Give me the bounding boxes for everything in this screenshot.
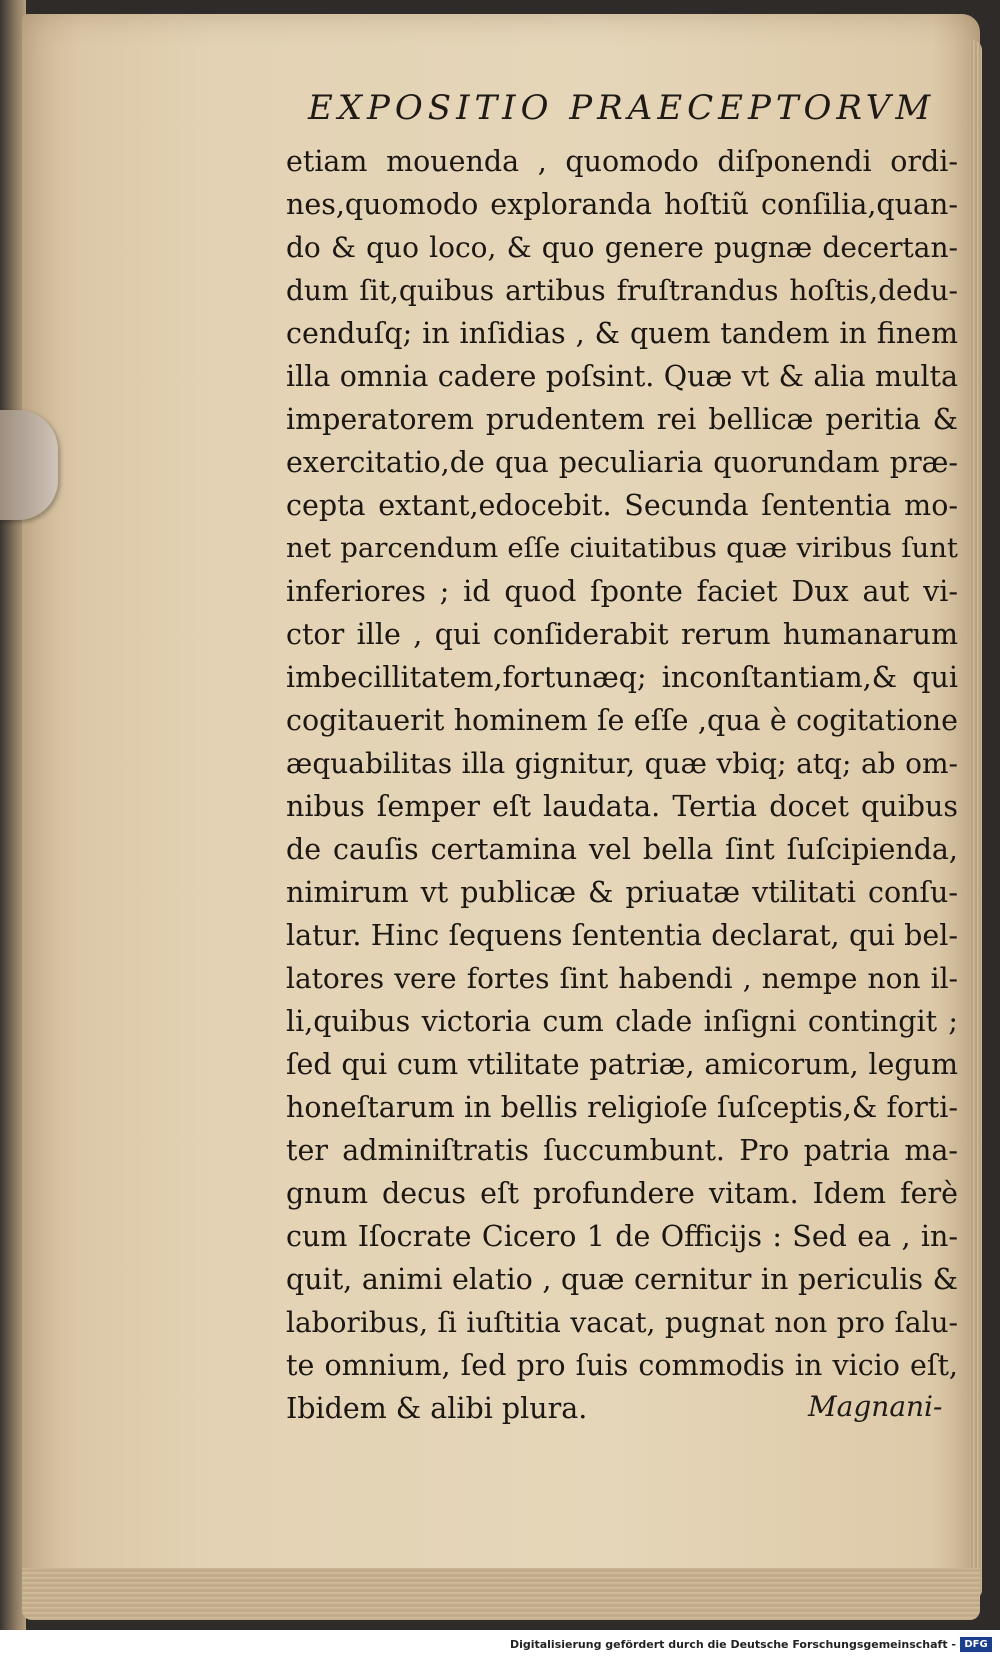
text-line: gnum decus eſt profundere vitam. Idem ferè <box>286 1177 958 1210</box>
page-edge-right <box>970 40 982 1600</box>
catchword: Magnani- <box>808 1390 943 1423</box>
text-line: latores vere fortes ſint habendi , nempe non il- <box>286 962 958 995</box>
text-line: cepta extant,edocebit. Secunda ſententia mo- <box>286 489 958 522</box>
text-line: exercitatio,de qua peculiaria quorundam præ- <box>286 446 958 479</box>
text-line: ctor ille , qui conſiderabit rerum humanarum <box>286 618 958 651</box>
text-line: cogitauerit hominem ſe eſſe ,qua è cogitatione <box>286 704 958 737</box>
text-line: li,quibus victoria cum clade inſigni contingit ; <box>286 1005 958 1038</box>
text-line: nes,quomodo exploranda hoſtiũ conſilia,quan- <box>286 188 958 221</box>
text-line: net parcendum eſſe ciuitatibus quæ viribus ſunt <box>286 532 958 564</box>
text-line: ſed qui cum vtilitate patriæ, amicorum, legum <box>286 1048 958 1081</box>
funding-credit: Digitalisierung gefördert durch die Deutsche Forschungsgemeinschaft - <box>509 1638 956 1651</box>
text-line: de cauſis certamina vel bella ſint ſuſcipienda, <box>286 833 958 866</box>
body-text <box>286 140 958 1430</box>
text-line: latur. Hinc ſequens ſententia declarat, qui bel- <box>286 919 958 952</box>
text-line: ter adminiſtratis ſuccumbunt. Pro patria ma- <box>286 1134 958 1167</box>
running-header: EXPOSITIO PRAECEPTORVM <box>308 88 936 128</box>
text-line: cenduſq; in inſidias , & quem tandem in finem <box>286 317 958 350</box>
text-line: æquabilitas illa gignitur, quæ vbiq; atq; ab om- <box>286 747 958 780</box>
text-line: imbecillitatem,fortunæq; inconſtantiam,& qui <box>286 661 958 694</box>
page-edge-bottom <box>22 1568 980 1620</box>
text-line: honeſtarum in bellis religioſe ſuſceptis,& forti- <box>286 1091 958 1124</box>
text-line: etiam mouenda , quomodo diſponendi ordi- <box>286 145 958 178</box>
text-line: cum Iſocrate Cicero 1 de Officijs : Sed ea , in- <box>286 1220 958 1253</box>
text-line: Ibidem & alibi plura. <box>286 1392 588 1425</box>
dfg-logo: DFG <box>960 1637 992 1652</box>
text-line: te omnium, ſed pro ſuis commodis in vicio eſt, <box>286 1349 958 1382</box>
page-holder-tab <box>0 410 58 520</box>
text-line: laboribus, ſi iuſtitia vacat, pugnat non pro ſalu- <box>286 1306 958 1339</box>
text-line: nibus ſemper eſt laudata. Tertia docet quibus <box>286 790 958 823</box>
text-line: illa omnia cadere poſsint. Quæ vt & alia multa <box>286 360 958 393</box>
text-line: quit, animi elatio , quæ cernitur in periculis & <box>286 1263 958 1296</box>
text-line: imperatorem prudentem rei bellicæ peritia & <box>286 403 958 436</box>
text-line: inferiores ; id quod ſponte faciet Dux aut vi- <box>286 575 958 608</box>
text-line: nimirum vt publicæ & priuatæ vtilitati conſu- <box>286 876 958 909</box>
text-line: do & quo loco, & quo genere pugnæ decertan- <box>286 231 958 264</box>
text-line: dum ſit,quibus artibus fruſtrandus hoſtis,dedu- <box>286 274 958 307</box>
footer-bar <box>0 1630 1000 1663</box>
